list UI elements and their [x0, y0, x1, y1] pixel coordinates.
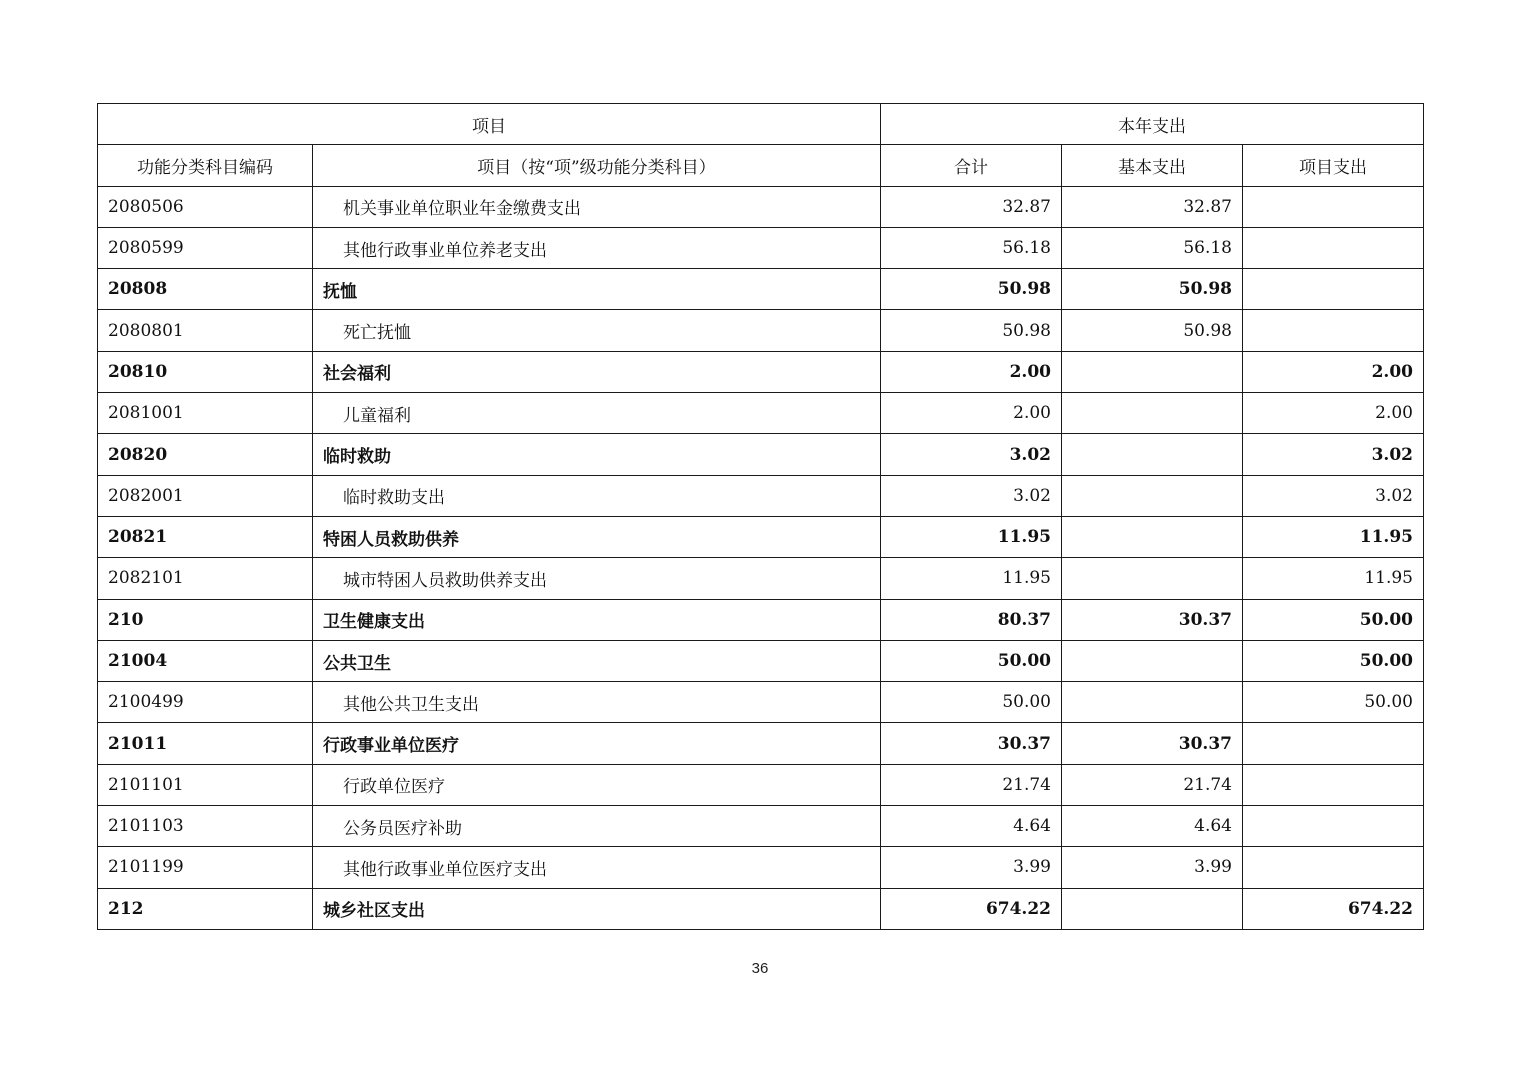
cell-name: 其他行政事业单位医疗支出 [313, 847, 881, 888]
cell-basic: 21.74 [1062, 764, 1243, 805]
cell-name: 临时救助 [313, 434, 881, 475]
cell-basic [1062, 682, 1243, 723]
cell-code: 21004 [98, 640, 313, 681]
table-row [98, 682, 1424, 723]
cell-basic [1062, 434, 1243, 475]
cell-total: 2.00 [881, 393, 1062, 434]
cell-code: 210 [98, 599, 313, 640]
cell-total: 11.95 [881, 558, 1062, 599]
table-row [98, 640, 1424, 681]
cell-total: 50.00 [881, 640, 1062, 681]
cell-code: 2080506 [98, 186, 313, 227]
cell-project: 50.00 [1243, 599, 1424, 640]
cell-name: 其他行政事业单位养老支出 [313, 227, 881, 268]
cell-basic [1062, 351, 1243, 392]
table-row [98, 186, 1424, 227]
table-row [98, 806, 1424, 847]
cell-name: 社会福利 [313, 351, 881, 392]
table-row [98, 393, 1424, 434]
cell-project: 11.95 [1243, 516, 1424, 557]
cell-code: 2101199 [98, 847, 313, 888]
table-row [98, 310, 1424, 351]
cell-total: 30.37 [881, 723, 1062, 764]
header-item-group: 项目 [98, 104, 881, 145]
cell-project [1243, 310, 1424, 351]
cell-code: 2080801 [98, 310, 313, 351]
cell-total: 2.00 [881, 351, 1062, 392]
cell-code: 2101101 [98, 764, 313, 805]
table-row [98, 847, 1424, 888]
cell-project [1243, 764, 1424, 805]
cell-total: 3.02 [881, 475, 1062, 516]
cell-project [1243, 227, 1424, 268]
cell-project [1243, 847, 1424, 888]
cell-total: 21.74 [881, 764, 1062, 805]
table-row [98, 269, 1424, 310]
cell-total: 50.98 [881, 269, 1062, 310]
cell-name: 死亡抚恤 [313, 310, 881, 351]
cell-basic: 50.98 [1062, 310, 1243, 351]
table-row [98, 434, 1424, 475]
cell-total: 56.18 [881, 227, 1062, 268]
cell-name: 特困人员救助供养 [313, 516, 881, 557]
table-row [98, 475, 1424, 516]
cell-code: 2080599 [98, 227, 313, 268]
cell-total: 80.37 [881, 599, 1062, 640]
cell-project [1243, 723, 1424, 764]
page-number: 36 [751, 960, 769, 977]
cell-code: 2101103 [98, 806, 313, 847]
cell-code: 21011 [98, 723, 313, 764]
cell-basic [1062, 475, 1243, 516]
cell-project: 50.00 [1243, 682, 1424, 723]
cell-code: 20810 [98, 351, 313, 392]
cell-name: 城乡社区支出 [313, 888, 881, 929]
cell-basic [1062, 393, 1243, 434]
table-row [98, 723, 1424, 764]
table-row [98, 516, 1424, 557]
table-row [98, 888, 1424, 929]
table-row [98, 599, 1424, 640]
cell-name: 卫生健康支出 [313, 599, 881, 640]
cell-name: 其他公共卫生支出 [313, 682, 881, 723]
cell-project: 11.95 [1243, 558, 1424, 599]
cell-total: 3.02 [881, 434, 1062, 475]
table-row [98, 764, 1424, 805]
cell-name: 机关事业单位职业年金缴费支出 [313, 186, 881, 227]
cell-basic: 3.99 [1062, 847, 1243, 888]
cell-name: 公务员医疗补助 [313, 806, 881, 847]
cell-total: 3.99 [881, 847, 1062, 888]
cell-project [1243, 186, 1424, 227]
table-row [98, 227, 1424, 268]
table-row [98, 558, 1424, 599]
cell-name: 临时救助支出 [313, 475, 881, 516]
cell-project: 50.00 [1243, 640, 1424, 681]
cell-project: 674.22 [1243, 888, 1424, 929]
cell-total: 674.22 [881, 888, 1062, 929]
table-body [98, 186, 1424, 929]
cell-name: 儿童福利 [313, 393, 881, 434]
cell-basic: 32.87 [1062, 186, 1243, 227]
cell-project: 2.00 [1243, 351, 1424, 392]
cell-code: 2082001 [98, 475, 313, 516]
cell-total: 50.98 [881, 310, 1062, 351]
cell-basic [1062, 558, 1243, 599]
cell-name: 抚恤 [313, 269, 881, 310]
cell-project: 2.00 [1243, 393, 1424, 434]
cell-project: 3.02 [1243, 475, 1424, 516]
cell-total: 4.64 [881, 806, 1062, 847]
cell-total: 50.00 [881, 682, 1062, 723]
header-basic: 基本支出 [1062, 145, 1243, 186]
cell-code: 20808 [98, 269, 313, 310]
cell-name: 行政事业单位医疗 [313, 723, 881, 764]
cell-code: 2082101 [98, 558, 313, 599]
cell-basic: 30.37 [1062, 723, 1243, 764]
cell-project [1243, 806, 1424, 847]
cell-basic [1062, 888, 1243, 929]
cell-basic: 4.64 [1062, 806, 1243, 847]
cell-name: 城市特困人员救助供养支出 [313, 558, 881, 599]
header-project: 项目支出 [1243, 145, 1424, 186]
cell-basic [1062, 640, 1243, 681]
cell-basic [1062, 516, 1243, 557]
header-expense-group: 本年支出 [881, 104, 1424, 145]
cell-total: 32.87 [881, 186, 1062, 227]
cell-code: 212 [98, 888, 313, 929]
cell-basic: 50.98 [1062, 269, 1243, 310]
cell-name: 公共卫生 [313, 640, 881, 681]
cell-code: 2100499 [98, 682, 313, 723]
header-code: 功能分类科目编码 [98, 145, 313, 186]
header-name: 项目（按“项”级功能分类科目） [313, 145, 881, 186]
cell-code: 2081001 [98, 393, 313, 434]
cell-total: 11.95 [881, 516, 1062, 557]
cell-code: 20820 [98, 434, 313, 475]
cell-basic: 30.37 [1062, 599, 1243, 640]
cell-name: 行政单位医疗 [313, 764, 881, 805]
cell-project: 3.02 [1243, 434, 1424, 475]
header-total: 合计 [881, 145, 1062, 186]
table-row [98, 351, 1424, 392]
cell-basic: 56.18 [1062, 227, 1243, 268]
expenditure-table [97, 103, 1424, 930]
cell-project [1243, 269, 1424, 310]
cell-code: 20821 [98, 516, 313, 557]
